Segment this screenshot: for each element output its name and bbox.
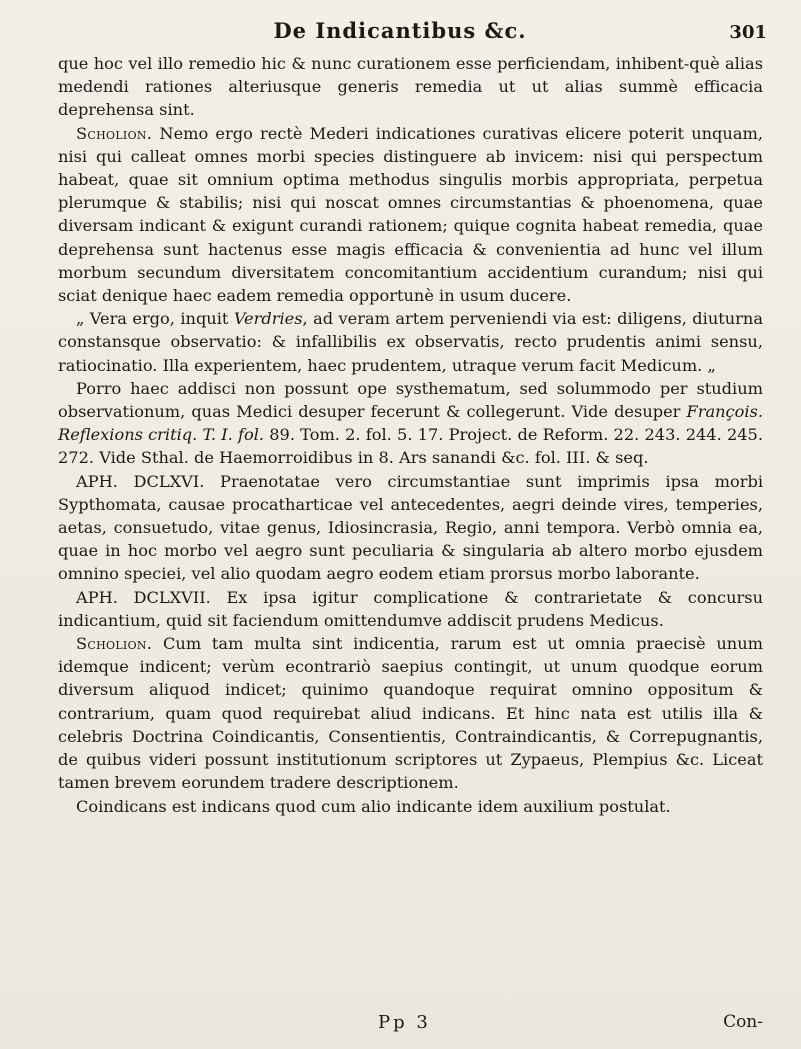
citation: François. Reflexions critiq. T. I. fol. (58, 402, 763, 445)
aphorism-label: APH. DCLXVI. (76, 471, 205, 491)
section-label: Scholion. (76, 123, 153, 143)
catchword: Con- (723, 1012, 763, 1032)
paragraph-text: 89. Tom. 2. fol. 5. 17. Project. de Reform. 22. 243. 244. 245. 272. Vide Sthal. de Haemorroidibus in 8. Ars sanandi &c. fol. III. & seq. (58, 425, 763, 468)
paragraph-text: Porro haec addisci non possunt ope systhematum, sed solummodo per studium observationum, quas Medici desuper fecerunt & collegerunt. Vide desuper (58, 378, 763, 422)
paragraph-text: que hoc vel illo remedio hic & nunc curationem esse perficiendam, inhibent-què alias medendi rationes alteriusque generis remedia ut ut alias summè efficacia deprehensa sint. (58, 54, 763, 120)
scholion-paragraph (58, 122, 763, 308)
aphorism-paragraph (58, 586, 763, 632)
paragraph-text: Ex ipsa igitur complicatione & contrarietate & concursu indicantium, quid sit faciendum omittendumve addiscit prudens Medicus. (58, 587, 763, 630)
page-number: 301 (729, 22, 767, 43)
quotation-paragraph (58, 307, 763, 377)
section-label: Scholion. (76, 634, 153, 654)
reference-paragraph (58, 377, 763, 470)
paragraph-text: Nemo ergo rectè Mederi indicationes curativas elicere poterit unquam, nisi qui calleat omnes morbi species distinguere ab invicem: nisi qui perspectum habeat, quae sit omnium optima methodus singulis morbis appropriata, perpetua plerumque & stabilis; nisi qui noscat omnes circumstantias & phoenomena, quae diversam indicant & exigunt curandi rationem; quique cognita habeat remedia, quae deprehensa sunt hactenus esse magis efficacia & convenientia ad hunc vel illum morbum secundum diversitatem concomitantium accidentium curandum; nisi qui sciat denique haec eadem remedia opportunè in usum ducere. (58, 123, 763, 306)
paragraph-text: „ Vera ergo, inquit (76, 309, 234, 329)
paragraph-text: Cum tam multa sint indicentia, rarum est ut omnia praecisè unum idemque indicent; verùm econtrariò saepius contingit, ut unum quodque eorum diversum aliquod indicet; quinimo quandoque requirat omnino oppositum & contrarium, quam quod requirebat aliud indicans. Et hinc nata est utilis illa & celebris Doctrina Coindicantis, Consentientis, Contraindicantis, & Correpugnantis, de quibus videri possunt institutionum scriptores ut Zypaeus, Plempius &c. Liceat tamen brevem eorundem tradere descriptionem. (58, 634, 763, 793)
paragraph-text: Coindicans est indicans quod cum alio indicante idem auxilium postulat. (76, 796, 671, 816)
paragraph-continuation (58, 52, 763, 122)
paragraph-text: , ad veram artem perveniendi via est: diligens, diuturna constansque observatio: & infallibilis ex observatis, recto prudentis animi sensu, ratiocinatio. Illa experientem, haec prudentem, utraque verum facit Medicum. „ (58, 309, 763, 375)
definition-paragraph (58, 795, 763, 818)
page-footer (58, 1012, 763, 1040)
aphorism-paragraph (58, 470, 763, 586)
signature-mark: Pp 3 (378, 1012, 431, 1033)
body-text (58, 52, 763, 818)
citation: Verdries (233, 309, 303, 329)
paragraph-text: Praenotatae vero circumstantiae sunt imprimis ipsa morbi Sypthomata, causae procatharticae vel antecedentes, aegri deinde vires, temperies, aetas, consuetudo, vitae genus, Idiosincrasia, Regio, anni tempora. Verbò omnia ea, quae in hoc morbo vel aegro sunt peculiaria & singularia ab altero morbo ejusdem omnino speciei, vel alio quodam aegro eodem etiam prorsus morbo laborante. (58, 471, 763, 584)
running-title: De Indicantibus &c. (273, 18, 527, 43)
aphorism-label: APH. DCLXVII. (76, 587, 211, 607)
running-head (0, 18, 801, 50)
scholion-paragraph (58, 632, 763, 794)
